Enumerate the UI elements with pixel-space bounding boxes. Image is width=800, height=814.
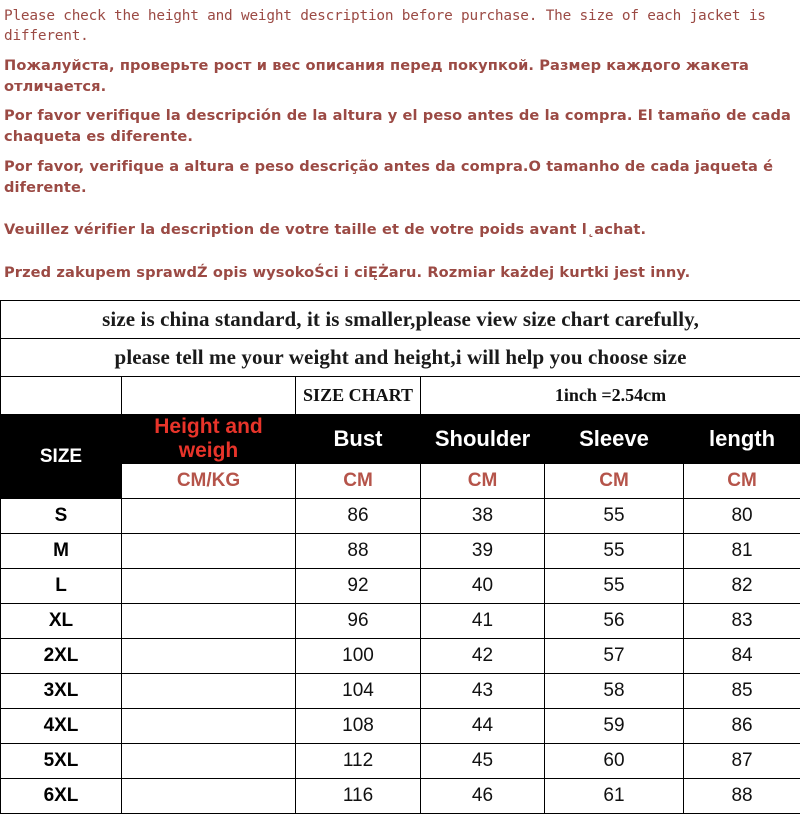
cell-sleeve: 57 xyxy=(545,639,684,674)
unit-height-weight: CM/KG xyxy=(122,464,296,499)
column-header-size: SIZE xyxy=(1,415,122,499)
cell-bust: 88 xyxy=(296,534,421,569)
cell-height-weight xyxy=(122,674,296,709)
cell-size: S xyxy=(1,499,122,534)
cell-length: 87 xyxy=(684,744,800,779)
table-row xyxy=(1,674,800,709)
cell-length: 84 xyxy=(684,639,800,674)
sub-header-row xyxy=(1,377,800,415)
cell-height-weight xyxy=(122,604,296,639)
cell-size: 5XL xyxy=(1,744,122,779)
size-chart-label: SIZE CHART xyxy=(296,377,421,415)
cell-length: 85 xyxy=(684,674,800,709)
size-chart-table xyxy=(0,300,800,814)
sub-header-blank-1 xyxy=(1,377,122,415)
cell-sleeve: 60 xyxy=(545,744,684,779)
table-row xyxy=(1,604,800,639)
cell-sleeve: 61 xyxy=(545,779,684,814)
cell-shoulder: 42 xyxy=(421,639,545,674)
cell-length: 88 xyxy=(684,779,800,814)
column-header-height-weight: Height and weigh xyxy=(122,415,296,464)
cell-length: 82 xyxy=(684,569,800,604)
sub-header-blank-2 xyxy=(122,377,296,415)
banner-line-1: size is china standard, it is smaller,please view size chart carefully, xyxy=(1,301,800,339)
column-header-length: length xyxy=(684,415,800,464)
cell-size: M xyxy=(1,534,122,569)
cell-sleeve: 55 xyxy=(545,499,684,534)
cell-bust: 108 xyxy=(296,709,421,744)
cell-bust: 116 xyxy=(296,779,421,814)
notice-es: Por favor verifique la descripción de la altura y el peso antes de la compra. El tamaño de cada chaqueta es diferente. xyxy=(2,106,798,147)
cell-sleeve: 58 xyxy=(545,674,684,709)
column-header-row xyxy=(1,415,800,464)
unit-bust: CM xyxy=(296,464,421,499)
cell-size: L xyxy=(1,569,122,604)
cell-size: 2XL xyxy=(1,639,122,674)
cell-sleeve: 59 xyxy=(545,709,684,744)
cell-sleeve: 55 xyxy=(545,534,684,569)
table-row xyxy=(1,744,800,779)
cell-height-weight xyxy=(122,709,296,744)
cell-bust: 112 xyxy=(296,744,421,779)
table-row xyxy=(1,639,800,674)
inch-conversion-note: 1inch =2.54cm xyxy=(421,377,800,415)
cell-shoulder: 46 xyxy=(421,779,545,814)
notice-en: Please check the height and weight description before purchase. The size of each jacket is different. xyxy=(2,6,798,47)
cell-size: 3XL xyxy=(1,674,122,709)
cell-height-weight xyxy=(122,534,296,569)
notice-ru: Пожалуйста, проверьте рост и вес описания перед покупкой. Размер каждого жакета отличается. xyxy=(2,56,798,97)
cell-shoulder: 40 xyxy=(421,569,545,604)
table-row xyxy=(1,779,800,814)
cell-bust: 104 xyxy=(296,674,421,709)
cell-length: 80 xyxy=(684,499,800,534)
column-header-shoulder: Shoulder xyxy=(421,415,545,464)
notice-fr: Veuillez vérifier la description de votre taille et de votre poids avant l˛achat. xyxy=(2,220,798,241)
unit-sleeve: CM xyxy=(545,464,684,499)
cell-size: XL xyxy=(1,604,122,639)
cell-shoulder: 41 xyxy=(421,604,545,639)
cell-size: 6XL xyxy=(1,779,122,814)
notice-pl: Przed zakupem sprawdŹ opis wysokoŚci i ciĘŻaru. Rozmiar każdej kurtki jest inny. xyxy=(2,263,798,284)
cell-bust: 92 xyxy=(296,569,421,604)
size-chart-table-wrapper xyxy=(0,300,800,814)
banner-line-2: please tell me your weight and height,i will help you choose size xyxy=(1,339,800,377)
column-header-bust: Bust xyxy=(296,415,421,464)
banner-row-1 xyxy=(1,301,800,339)
cell-shoulder: 45 xyxy=(421,744,545,779)
cell-height-weight xyxy=(122,779,296,814)
cell-shoulder: 38 xyxy=(421,499,545,534)
table-row xyxy=(1,534,800,569)
column-header-sleeve: Sleeve xyxy=(545,415,684,464)
unit-shoulder: CM xyxy=(421,464,545,499)
cell-sleeve: 56 xyxy=(545,604,684,639)
table-row xyxy=(1,709,800,744)
multilingual-notice-block xyxy=(0,0,800,284)
cell-height-weight xyxy=(122,744,296,779)
cell-bust: 86 xyxy=(296,499,421,534)
cell-length: 86 xyxy=(684,709,800,744)
cell-length: 83 xyxy=(684,604,800,639)
cell-length: 81 xyxy=(684,534,800,569)
cell-height-weight xyxy=(122,639,296,674)
unit-length: CM xyxy=(684,464,800,499)
cell-shoulder: 44 xyxy=(421,709,545,744)
table-row xyxy=(1,499,800,534)
cell-bust: 100 xyxy=(296,639,421,674)
cell-shoulder: 43 xyxy=(421,674,545,709)
cell-shoulder: 39 xyxy=(421,534,545,569)
notice-pt: Por favor, verifique a altura e peso descrição antes da compra.O tamanho de cada jaqueta é diferente. xyxy=(2,157,798,198)
banner-row-2 xyxy=(1,339,800,377)
cell-height-weight xyxy=(122,569,296,604)
cell-size: 4XL xyxy=(1,709,122,744)
cell-bust: 96 xyxy=(296,604,421,639)
table-row xyxy=(1,569,800,604)
cell-sleeve: 55 xyxy=(545,569,684,604)
cell-height-weight xyxy=(122,499,296,534)
